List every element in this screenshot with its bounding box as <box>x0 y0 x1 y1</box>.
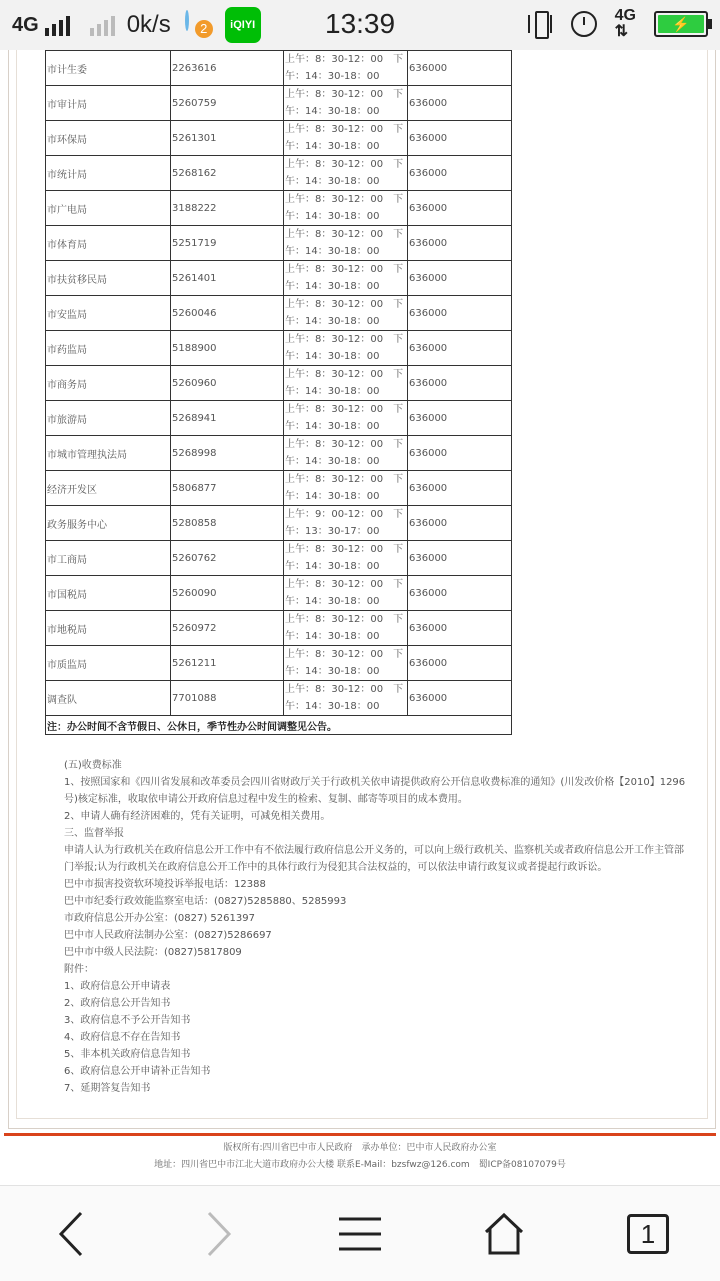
dept-name: 调查队 <box>46 681 171 716</box>
notification-icon <box>185 12 211 38</box>
table-row <box>46 506 512 541</box>
status-left <box>0 7 261 43</box>
signal-secondary-icon <box>90 14 115 36</box>
dept-phone: 5188900 <box>171 331 284 366</box>
dept-zip: 636000 <box>408 261 512 296</box>
dept-zip: 636000 <box>408 401 512 436</box>
table-row <box>46 261 512 296</box>
attachment-link[interactable]: 6、政府信息公开申请补正告知书 <box>64 1066 211 1077</box>
contact-4: 巴中市人民政府法制办公室：(0827)5286697 <box>64 930 272 941</box>
office-hours <box>284 541 408 576</box>
office-hours <box>284 51 408 86</box>
office-hours <box>284 86 408 121</box>
dept-name: 经济开发区 <box>46 471 171 506</box>
table-row <box>46 471 512 506</box>
office-hours-pm: 午：14：30-18：00 <box>285 246 380 257</box>
office-hours <box>284 401 408 436</box>
office-hours-pm: 午：14：30-18：00 <box>285 421 380 432</box>
table-row <box>46 541 512 576</box>
office-hours <box>284 681 408 716</box>
dept-phone: 5261301 <box>171 121 284 156</box>
office-hours-pm: 午：14：30-18：00 <box>285 106 380 117</box>
office-hours-pm: 午：14：30-18：00 <box>285 316 380 327</box>
footer-divider <box>4 1133 716 1136</box>
office-hours-am: 上午：8：30-12：00 下 <box>285 544 404 555</box>
table-row <box>46 401 512 436</box>
dept-phone: 2263616 <box>171 51 284 86</box>
fee-item-1: 1、按照国家和《四川省发展和改革委员会四川省财政厅关于行政机关依申请提供政府公开信息收费标准的通知》(川发改价格【2010】1296号)核定标准，收取依申请公开政府信息过程中发生的检索、复制、邮寄等项目的成本费用。 <box>64 777 686 805</box>
office-hours-pm: 午：14：30-18：00 <box>285 351 380 362</box>
supervision-heading: 三、监督举报 <box>64 828 124 839</box>
dept-phone: 5280858 <box>171 506 284 541</box>
table-row <box>46 646 512 681</box>
iqiyi-app-icon: iQIYI <box>225 7 261 43</box>
office-hours <box>284 436 408 471</box>
forward-button[interactable] <box>188 1204 248 1264</box>
office-hours <box>284 226 408 261</box>
office-hours <box>284 646 408 681</box>
office-hours-pm: 午：14：30-18：00 <box>285 491 380 502</box>
office-hours-am: 上午：8：30-12：00 下 <box>285 474 404 485</box>
dept-zip: 636000 <box>408 51 512 86</box>
office-hours <box>284 506 408 541</box>
office-hours <box>284 261 408 296</box>
table-row <box>46 191 512 226</box>
dept-phone: 5806877 <box>171 471 284 506</box>
dept-phone: 5260090 <box>171 576 284 611</box>
fees-heading: (五)收费标准 <box>64 760 122 771</box>
office-hours <box>284 296 408 331</box>
table-row <box>46 331 512 366</box>
dept-zip: 636000 <box>408 226 512 261</box>
dept-phone: 5261211 <box>171 646 284 681</box>
office-hours-am: 上午：8：30-12：00 下 <box>285 614 404 625</box>
office-hours <box>284 191 408 226</box>
article-body <box>48 757 688 1097</box>
vibrate-icon <box>527 9 553 39</box>
dept-name: 市扶贫移民局 <box>46 261 171 296</box>
office-hours <box>284 471 408 506</box>
supervision-text: 申请人认为行政机关在政府信息公开工作中有不依法履行政府信息公开义务的，可以向上级行政机关、监察机关或者政府信息公开工作主管部门举报;认为行政机关在政府信息公开工作中的具体行政行为侵犯其合法权益的，可以依法申请行政复议或者提起行政诉讼。 <box>64 845 684 873</box>
dept-name: 市地税局 <box>46 611 171 646</box>
dept-zip: 636000 <box>408 191 512 226</box>
network-speed: 0k/s <box>126 11 171 38</box>
office-hours-pm: 午：14：30-18：00 <box>285 211 380 222</box>
table-note-row <box>46 716 512 735</box>
office-hours-pm: 午：13：30-17：00 <box>285 526 380 537</box>
table-row <box>46 156 512 191</box>
dept-name: 市体育局 <box>46 226 171 261</box>
dept-phone: 5268941 <box>171 401 284 436</box>
attachment-link[interactable]: 5、非本机关政府信息告知书 <box>64 1049 191 1060</box>
office-hours <box>284 121 408 156</box>
dept-zip: 636000 <box>408 541 512 576</box>
fee-item-2: 2、申请人确有经济困难的，凭有关证明，可减免相关费用。 <box>64 811 331 822</box>
dept-phone: 5268162 <box>171 156 284 191</box>
dept-zip: 636000 <box>408 576 512 611</box>
office-hours-am: 上午：8：30-12：00 下 <box>285 369 404 380</box>
office-hours-am: 上午：8：30-12：00 下 <box>285 124 404 135</box>
attachments-list <box>48 978 688 1097</box>
office-hours <box>284 156 408 191</box>
dept-name: 市计生委 <box>46 51 171 86</box>
status-bar <box>0 0 720 50</box>
back-button[interactable] <box>42 1204 102 1264</box>
office-hours-am: 上午：8：30-12：00 下 <box>285 684 404 695</box>
dept-phone: 5260046 <box>171 296 284 331</box>
office-hours-pm: 午：14：30-18：00 <box>285 176 380 187</box>
attachment-link[interactable]: 2、政府信息公开告知书 <box>64 998 171 1009</box>
dept-zip: 636000 <box>408 646 512 681</box>
office-hours-pm: 午：14：30-18：00 <box>285 666 380 677</box>
dept-zip: 636000 <box>408 471 512 506</box>
dept-zip: 636000 <box>408 506 512 541</box>
table-row <box>46 611 512 646</box>
dept-zip: 636000 <box>408 121 512 156</box>
contact-1: 巴中市损害投资软环境投诉举报电话：12388 <box>64 879 266 890</box>
office-hours <box>284 331 408 366</box>
dept-name: 市药监局 <box>46 331 171 366</box>
dept-zip: 636000 <box>408 436 512 471</box>
site-footer <box>0 1140 720 1174</box>
dept-zip: 636000 <box>408 156 512 191</box>
office-hours-pm: 午：14：30-18：00 <box>285 281 380 292</box>
office-hours-pm: 午：14：30-18：00 <box>285 561 380 572</box>
dept-name: 市旅游局 <box>46 401 171 436</box>
dept-phone: 5260972 <box>171 611 284 646</box>
dept-zip: 636000 <box>408 366 512 401</box>
office-hours <box>284 366 408 401</box>
dept-zip: 636000 <box>408 331 512 366</box>
dept-zip: 636000 <box>408 296 512 331</box>
contact-2: 巴中市纪委行政效能监察室电话：(0827)5285880、5285993 <box>64 896 347 907</box>
network-type: 4G <box>12 13 39 36</box>
office-hours-am: 上午：8：30-12：00 下 <box>285 229 404 240</box>
attachment-link[interactable]: 4、政府信息不存在告知书 <box>64 1032 181 1043</box>
data-activity-icon: 4G ⇅ <box>614 7 636 40</box>
department-directory-table <box>45 50 512 735</box>
forward-arrow-icon <box>203 1211 233 1257</box>
dept-name: 市广电局 <box>46 191 171 226</box>
network-type-2: 4G <box>614 7 636 24</box>
table-row <box>46 366 512 401</box>
office-hours-pm: 午：14：30-18：00 <box>285 596 380 607</box>
dept-phone: 5268998 <box>171 436 284 471</box>
attachment-link[interactable]: 3、政府信息不予公开告知书 <box>64 1015 191 1026</box>
dept-name: 市环保局 <box>46 121 171 156</box>
notification-count: 2 <box>195 20 213 38</box>
office-hours-pm: 午：14：30-18：00 <box>285 386 380 397</box>
dept-name: 市审计局 <box>46 86 171 121</box>
dept-name: 市工商局 <box>46 541 171 576</box>
table-row <box>46 121 512 156</box>
menu-button[interactable] <box>330 1204 390 1264</box>
dept-zip: 636000 <box>408 611 512 646</box>
office-hours-pm: 午：14：30-18：00 <box>285 71 380 82</box>
office-hours <box>284 576 408 611</box>
clock: 13:39 <box>325 8 396 39</box>
office-hours-am: 上午：8：30-12：00 下 <box>285 299 404 310</box>
contact-3: 市政府信息公开办公室：(0827) 5261397 <box>64 913 255 924</box>
office-hours-pm: 午：14：30-18：00 <box>285 141 380 152</box>
table-row <box>46 681 512 716</box>
office-hours <box>284 611 408 646</box>
office-hours-am: 上午：8：30-12：00 下 <box>285 334 404 345</box>
table-row <box>46 51 512 86</box>
alarm-icon <box>571 11 597 37</box>
table-note: 注：办公时间不含节假日、公休日，季节性办公时间调整见公告。 <box>46 716 512 735</box>
attachment-link[interactable]: 7、延期答复告知书 <box>64 1083 151 1094</box>
contact-5: 巴中市中级人民法院：(0827)5817809 <box>64 947 242 958</box>
table-row <box>46 296 512 331</box>
tabs-button[interactable] <box>618 1204 678 1264</box>
office-hours-am: 上午：8：30-12：00 下 <box>285 264 404 275</box>
battery-icon: ⚡ <box>654 11 708 37</box>
dept-name: 市国税局 <box>46 576 171 611</box>
dept-name: 政务服务中心 <box>46 506 171 541</box>
office-hours-am: 上午：8：30-12：00 下 <box>285 194 404 205</box>
browser-nav-bar <box>0 1185 720 1281</box>
dept-zip: 636000 <box>408 86 512 121</box>
dept-name: 市城市管理执法局 <box>46 436 171 471</box>
office-hours-pm: 午：14：30-18：00 <box>285 456 380 467</box>
dept-phone: 5261401 <box>171 261 284 296</box>
dept-phone: 5260762 <box>171 541 284 576</box>
dept-phone: 3188222 <box>171 191 284 226</box>
office-hours-pm: 午：14：30-18：00 <box>285 701 380 712</box>
dept-phone: 7701088 <box>171 681 284 716</box>
table-row <box>46 86 512 121</box>
office-hours-am: 上午：8：30-12：00 下 <box>285 649 404 660</box>
home-button[interactable] <box>474 1204 534 1264</box>
office-hours-pm: 午：14：30-18：00 <box>285 631 380 642</box>
office-hours-am: 上午：8：30-12：00 下 <box>285 404 404 415</box>
attachments-heading: 附件： <box>64 964 94 975</box>
footer-copyright: 版权所有:四川省巴中市人民政府 承办单位：巴中市人民政府办公室 <box>223 1143 497 1153</box>
signal-icon <box>45 14 70 36</box>
office-hours-am: 上午：8：30-12：00 下 <box>285 89 404 100</box>
office-hours-am: 上午：8：30-12：00 下 <box>285 54 404 65</box>
table-row <box>46 576 512 611</box>
dept-phone: 5260759 <box>171 86 284 121</box>
dept-zip: 636000 <box>408 681 512 716</box>
dept-name: 市安监局 <box>46 296 171 331</box>
table-row <box>46 436 512 471</box>
dept-phone: 5260960 <box>171 366 284 401</box>
dept-name: 市统计局 <box>46 156 171 191</box>
dept-phone: 5251719 <box>171 226 284 261</box>
dept-name: 市质监局 <box>46 646 171 681</box>
office-hours-am: 上午：8：30-12：00 下 <box>285 579 404 590</box>
office-hours-am: 上午：8：30-12：00 下 <box>285 439 404 450</box>
home-icon <box>482 1212 526 1256</box>
table-row <box>46 226 512 261</box>
attachment-link[interactable]: 1、政府信息公开申请表 <box>64 981 171 992</box>
office-hours-am: 上午：9：00-12：00 下 <box>285 509 404 520</box>
status-right <box>527 8 708 40</box>
tab-count: 1 <box>627 1214 669 1254</box>
footer-address: 地址：四川省巴中市江北大道市政府办公大楼 联系E-Mail：bzsfwz@126.com 蜀ICP备08107079号 <box>154 1160 566 1170</box>
menu-icon <box>337 1216 383 1252</box>
office-hours-am: 上午：8：30-12：00 下 <box>285 159 404 170</box>
dept-name: 市商务局 <box>46 366 171 401</box>
back-arrow-icon <box>57 1211 87 1257</box>
